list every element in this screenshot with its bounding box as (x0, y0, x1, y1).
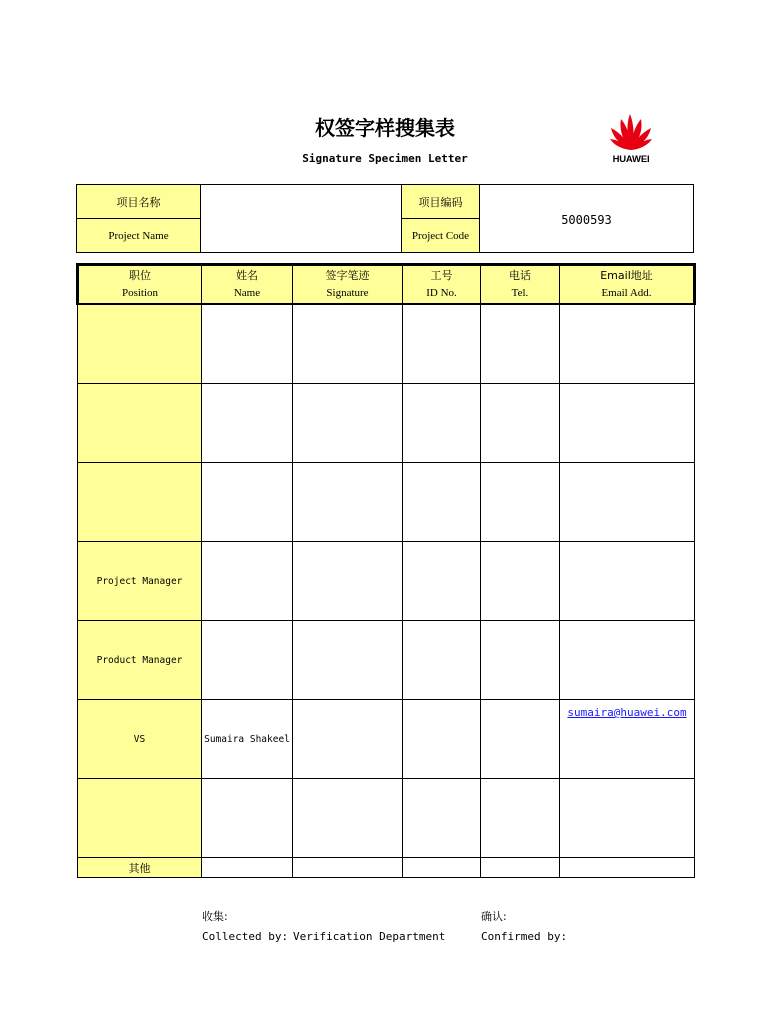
column-header-email (560, 265, 695, 305)
column-header-name (202, 265, 293, 305)
tel-cell[interactable] (481, 542, 560, 621)
column-header-signature (293, 265, 403, 305)
table-header-row (78, 265, 695, 305)
huawei-petals-icon (606, 106, 656, 156)
name-cell[interactable] (202, 779, 293, 858)
email-link[interactable]: sumaira@huawei.com (567, 706, 687, 719)
header-cn: 电话 (509, 269, 531, 282)
column-header-position (78, 265, 202, 305)
name-cell[interactable]: Sumaira Shakeel (202, 700, 293, 779)
column-header-id (403, 265, 481, 305)
name-cell[interactable] (202, 463, 293, 542)
header-en: Position (121, 287, 159, 299)
tel-cell[interactable] (481, 779, 560, 858)
project-info-table (76, 184, 694, 253)
other-signature-cell[interactable] (293, 858, 403, 878)
tel-cell[interactable] (481, 384, 560, 463)
other-id-cell[interactable] (403, 858, 481, 878)
signature-cell[interactable] (293, 779, 403, 858)
table-row (78, 779, 695, 858)
id-cell[interactable] (403, 779, 481, 858)
tel-cell[interactable] (481, 700, 560, 779)
other-email-cell[interactable] (560, 858, 695, 878)
header-en: ID No. (426, 287, 457, 299)
column-header-tel (481, 265, 560, 305)
header-cn: 签字笔迹 (325, 269, 370, 282)
name-cell[interactable] (202, 621, 293, 700)
signature-cell[interactable] (293, 700, 403, 779)
other-row (78, 858, 695, 878)
id-cell[interactable] (403, 384, 481, 463)
form-title-english: Signature Specimen Letter (302, 152, 468, 165)
collected-label-en: Collected by: (202, 930, 289, 943)
id-cell[interactable] (403, 463, 481, 542)
email-cell[interactable] (560, 779, 695, 858)
collected-label-cn: 收集: (202, 910, 228, 923)
name-cell[interactable] (202, 304, 293, 384)
position-cell[interactable] (78, 304, 202, 384)
project-name-label-en: Project Name (77, 219, 201, 253)
position-cell[interactable]: VS (78, 700, 202, 779)
position-cell[interactable]: Product Manager (78, 621, 202, 700)
email-cell[interactable] (560, 700, 695, 779)
id-cell[interactable] (403, 700, 481, 779)
id-cell[interactable] (403, 621, 481, 700)
header-en: Tel. (511, 287, 529, 299)
table-row (78, 700, 695, 779)
signature-cell[interactable] (293, 463, 403, 542)
confirmed-label-cn: 确认: (481, 910, 507, 923)
tel-cell[interactable] (481, 463, 560, 542)
huawei-wordmark: HUAWEI (612, 154, 650, 165)
project-name-label-cn: 项目名称 (77, 185, 201, 219)
other-tel-cell[interactable] (481, 858, 560, 878)
project-code-label-en: Project Code (402, 219, 480, 253)
header-en: Signature (326, 287, 369, 299)
confirmed-label-en: Confirmed by: (481, 930, 568, 943)
email-cell[interactable] (560, 542, 695, 621)
project-name-value[interactable] (201, 185, 402, 253)
table-row (78, 463, 695, 542)
email-cell[interactable] (560, 621, 695, 700)
name-cell[interactable] (202, 542, 293, 621)
huawei-logo (606, 106, 656, 168)
other-label: 其他 (78, 858, 202, 878)
email-cell[interactable] (560, 463, 695, 542)
header-en: Name (233, 287, 261, 299)
header-cn: 职位 (129, 269, 151, 282)
email-cell[interactable] (560, 304, 695, 384)
position-cell[interactable] (78, 384, 202, 463)
header-cn: 姓名 (236, 269, 258, 282)
position-cell[interactable]: Project Manager (78, 542, 202, 621)
name-cell[interactable] (202, 384, 293, 463)
table-row (78, 621, 695, 700)
tel-cell[interactable] (481, 621, 560, 700)
table-row (78, 304, 695, 384)
table-row (78, 384, 695, 463)
position-cell[interactable] (78, 779, 202, 858)
id-cell[interactable] (403, 542, 481, 621)
header-cn: 工号 (430, 269, 453, 282)
other-name-cell[interactable] (202, 858, 293, 878)
header-cn: Email地址 (600, 269, 653, 282)
project-code-label-cn: 项目编码 (402, 185, 480, 219)
verification-department: Verification Department (293, 930, 446, 943)
position-cell[interactable] (78, 463, 202, 542)
signature-cell[interactable] (293, 384, 403, 463)
form-title-chinese: 权签字样搜集表 (315, 116, 455, 140)
project-code-value[interactable]: 5000593 (480, 185, 694, 253)
signature-table (76, 263, 696, 878)
signature-cell[interactable] (293, 621, 403, 700)
signature-cell[interactable] (293, 304, 403, 384)
id-cell[interactable] (403, 304, 481, 384)
tel-cell[interactable] (481, 304, 560, 384)
header-en: Email Add. (601, 287, 652, 299)
signature-cell[interactable] (293, 542, 403, 621)
table-row (78, 542, 695, 621)
email-cell[interactable] (560, 384, 695, 463)
